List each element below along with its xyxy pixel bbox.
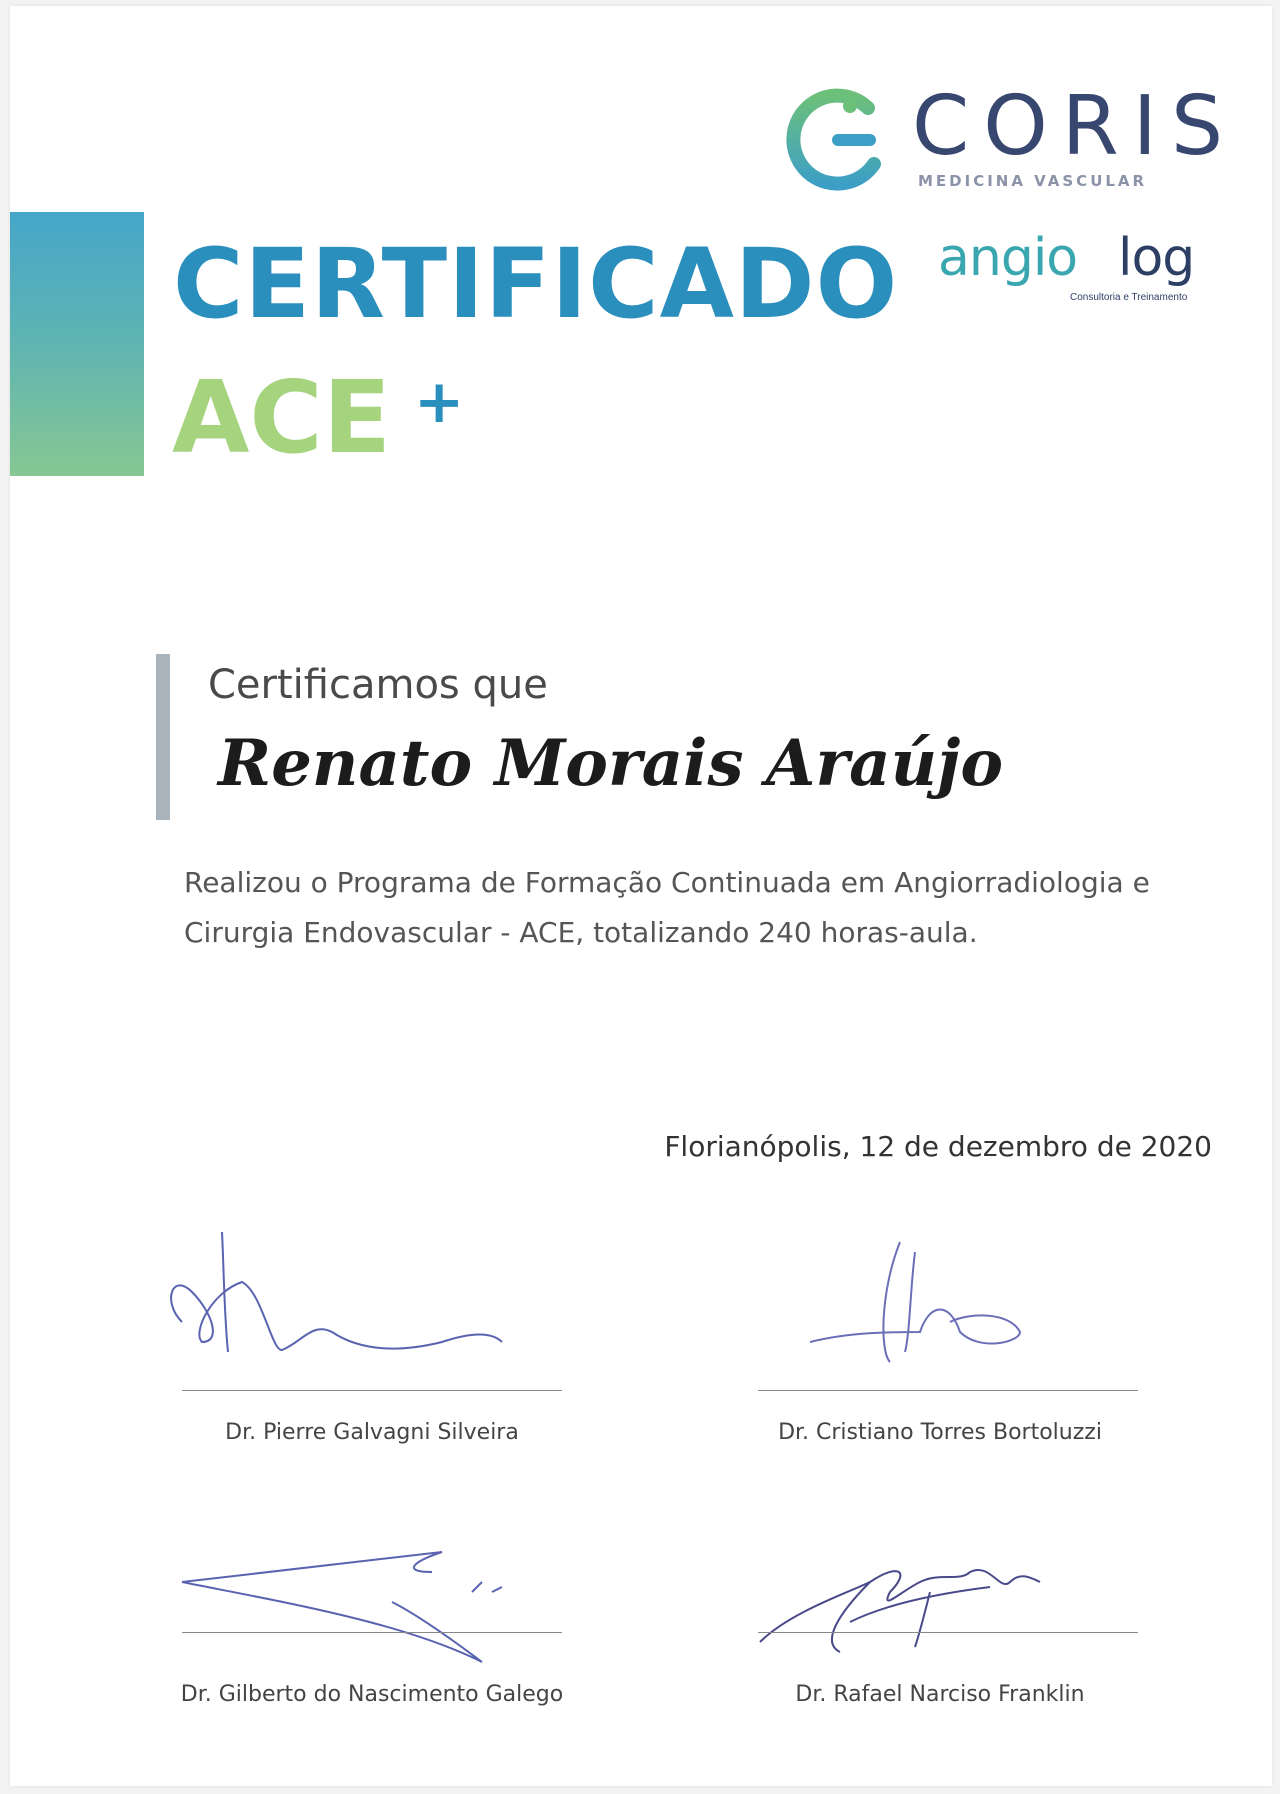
coris-wordmark: CORIS [912, 79, 1238, 174]
angiolog-wordmark-part2: log [1118, 228, 1195, 288]
signatory-name: Dr. Rafael Narciso Franklin [795, 1682, 1085, 1707]
signature-drawing [730, 1532, 1150, 1672]
coris-symbol-icon [782, 86, 902, 196]
signature-drawing [162, 1232, 582, 1372]
angiolog-logo [938, 228, 1218, 312]
intro-text: Certificamos que [208, 662, 548, 708]
certificate-title: CERTIFICADO [173, 228, 899, 340]
signatory-name: Dr. Pierre Galvagni Silveira [225, 1420, 519, 1445]
signature-line [758, 1390, 1138, 1391]
signatory-name: Dr. Gilberto do Nascimento Galego [180, 1682, 564, 1707]
accent-bar [10, 212, 144, 476]
angiolog-wordmark-part1: angio [938, 228, 1078, 288]
signature-line [182, 1632, 562, 1633]
quote-bar [156, 654, 170, 820]
signature-block [162, 1232, 582, 1445]
signature-line [182, 1390, 562, 1391]
signature-block [730, 1232, 1150, 1445]
signature-line [758, 1632, 1138, 1633]
program-plus-mark: + [414, 367, 465, 437]
program-title: ACE [172, 359, 392, 476]
coris-logo [782, 79, 1238, 196]
signature-drawing [730, 1232, 1150, 1392]
recipient-name: Renato Morais Araújo [218, 726, 1003, 801]
signature-block [162, 1532, 582, 1722]
signatory-name: Dr. Cristiano Torres Bortoluzzi [778, 1420, 1102, 1445]
description-text: Realizou o Programa de Formação Continuada em Angiorradiologia e Cirurgia Endovascular - ACE, totalizando 240 horas-aula. [184, 866, 1150, 949]
coris-subtitle: MEDICINA VASCULAR [918, 172, 1148, 190]
place-date: Florianópolis, 12 de dezembro de 2020 [664, 1130, 1212, 1163]
signature-drawing [162, 1532, 582, 1672]
certificate-page [10, 6, 1272, 1786]
angiolog-subtitle: Consultoria e Treinamento [1070, 292, 1188, 303]
signature-block [730, 1532, 1150, 1722]
